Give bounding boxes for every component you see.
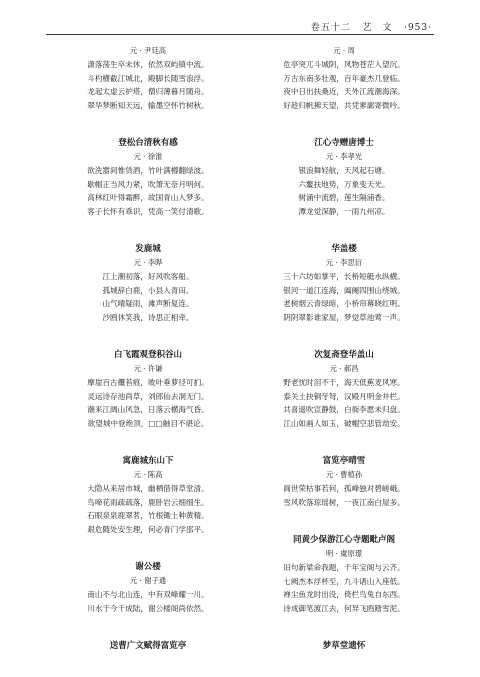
poem bbox=[60, 242, 236, 324]
poem-line: 大隐从来居市城，幽栖借得草堂清。 bbox=[87, 484, 209, 493]
poem-line: 雪风吹落琼瑶树，一夜江南白屋多。 bbox=[283, 497, 405, 507]
poem-line: 潮来江阔山风急，日落云横海气昏。 bbox=[87, 405, 209, 414]
poem-title: 谢公楼 bbox=[135, 562, 161, 572]
poem-line: 潭龙觉深静，一雨九州凉。 bbox=[298, 206, 390, 216]
poem bbox=[60, 454, 236, 536]
poem-line: 欲望城中登绝顶，□□触目不堪论。 bbox=[87, 418, 209, 428]
poem-author: 元 · 曹植孙 bbox=[325, 470, 363, 479]
poem-line: 石眼泉泉鹿翠茗，竹根锄土种黄精。 bbox=[87, 511, 209, 520]
poem-line: 夜中日出扶桑近，天外江流潮海深。 bbox=[283, 87, 405, 96]
poem-line: 高林红叶得霜醉，故国青山入梦多。 bbox=[87, 193, 209, 202]
poem-line: 阆世荣枯事若何，孤峰独对碧嵯峨。 bbox=[283, 484, 405, 493]
poem-line: 旧句新梁命我题，千年宝阁与云齐。 bbox=[283, 563, 405, 572]
poem-title: 登松台清秋有感 bbox=[118, 138, 178, 148]
poem-title: 同黄少保游江心寺题毗卢阁 bbox=[292, 535, 395, 545]
poem-line: 阴阴翠影谁家屋，梦觉草池莺一声。 bbox=[283, 312, 405, 322]
poem-line: 老树烟云青绿暗，小桥帘幕晓红明。 bbox=[283, 299, 405, 308]
poem bbox=[60, 44, 236, 112]
poem-line: 泰关土抉铜牙弩，汉殿月明金井栏。 bbox=[283, 391, 405, 401]
poem-line: 禅尘鱼龙时出没，倚栏鸟兔自东西。 bbox=[283, 590, 405, 599]
poem bbox=[256, 44, 432, 112]
poem-author: 元 · 徐淮 bbox=[133, 152, 163, 161]
poem bbox=[256, 533, 432, 615]
poem-line: 斗杓横截江城北，殿脚长随雪浪浮。 bbox=[87, 73, 209, 83]
poem-line: 树涌中流碧，莲生隔浦香。 bbox=[298, 193, 390, 202]
poem-line: 七阙杰本浮杯至，九斗诸山入座低。 bbox=[283, 576, 405, 586]
poem-line: 摩崖百古纜苔痕，败叶垂萝径可扪。 bbox=[87, 378, 209, 387]
poem-line: 龙起太虚云护塔，僧归薄暮月随舟。 bbox=[87, 87, 209, 96]
poem-title: 梦草堂遗怀 bbox=[322, 641, 366, 651]
poem-title: 白飞霞观登积谷山 bbox=[113, 350, 182, 360]
poem-line: 潇落荡生卒未休，依然双屿镇中流。 bbox=[87, 60, 209, 69]
poem-author: 元 · 李思衍 bbox=[325, 258, 363, 267]
poem-line: 灵运诗存池尚草，刘郎仙去洞无门。 bbox=[87, 391, 209, 401]
poem-title: 次复斋登华盖山 bbox=[314, 350, 374, 360]
poem-line: 歇帽正当风力紧，吹箫无奈月明何。 bbox=[87, 179, 209, 189]
poem-line: 好趁归帆拂天望，共凭寥廓寄微吟。 bbox=[283, 100, 405, 110]
poem-author: 元 · 许谦 bbox=[133, 364, 163, 373]
poem bbox=[256, 348, 432, 430]
poem-line: 诗成御笔渡江去，何异飞鸥踏雪泥。 bbox=[283, 603, 405, 613]
poem-line: 艰危随处安生理，何必青门学邵平。 bbox=[87, 524, 209, 534]
poem-line: 沙鸥休笑我，诗思正相牵。 bbox=[102, 312, 194, 322]
poem-title: 送曹广文赋得富览亭 bbox=[109, 641, 187, 651]
poem-line: 江山如画人如玉，破帽空悲管劫安。 bbox=[283, 418, 405, 428]
poem-title: 富览亭晴雪 bbox=[322, 456, 366, 466]
poem-author: 元 · 尹廷高 bbox=[129, 46, 167, 55]
poem-line: 六鳌扶地势，万象变天光。 bbox=[298, 179, 390, 189]
poem-title: 华盖楼 bbox=[331, 244, 357, 254]
page-number: ·953· bbox=[404, 23, 432, 33]
poem bbox=[256, 454, 432, 509]
poem bbox=[256, 136, 432, 218]
poem-line: 山气晴疑雨，滩声断复连。 bbox=[102, 299, 194, 308]
poem-line: 三十六坊如掌平，长桥短艇水纵横。 bbox=[283, 272, 405, 281]
poem-line: 南山不与北山连，中有双峰耀一川。 bbox=[87, 590, 209, 599]
poem-line: 共喜遥吹宣静鼓，白衙李愿未归盘。 bbox=[283, 405, 405, 414]
poem bbox=[60, 136, 236, 218]
poem bbox=[60, 348, 236, 430]
volume-number: 卷五十二 bbox=[310, 23, 351, 33]
poem-author: 明 · 虞原璟 bbox=[325, 549, 363, 558]
poem bbox=[60, 560, 236, 615]
poem bbox=[256, 242, 432, 324]
poem-line: 鸟啼花雨疏疏落，鹿卧岩云细细生。 bbox=[87, 497, 209, 507]
poem-line: 翠华梦断知天远，输墨空怀竹树秋。 bbox=[87, 100, 209, 110]
section-name: 艺 文 bbox=[362, 23, 393, 33]
poem-line: 客子长怀有乖识，凭高一笑付清歌。 bbox=[87, 206, 209, 216]
poem-line: 江上潮初落，好风吹客船。 bbox=[102, 272, 194, 281]
poem-line: 欲洗嚣间惟赁酒，竹叶满樽翻绿波。 bbox=[87, 166, 209, 175]
poem-title: 发鹿城 bbox=[135, 244, 161, 254]
left-column bbox=[60, 44, 236, 677]
poem-author: 元 · 周 bbox=[333, 46, 355, 55]
poem-line: 孤城辞白鹿，小县入青田。 bbox=[102, 285, 194, 295]
poem-author: 元 · 李孝光 bbox=[325, 152, 363, 161]
poem-author: 元 · 谢子通 bbox=[129, 576, 167, 585]
right-column bbox=[256, 44, 432, 677]
header-rule bbox=[46, 34, 434, 35]
running-header bbox=[311, 20, 432, 33]
poem-title: 寓鹿城东山下 bbox=[122, 456, 174, 466]
poem-author: 元 · 郝昌 bbox=[329, 364, 359, 373]
poem-author: 元 · 陈高 bbox=[133, 470, 163, 479]
poem-line: 野老忧时泪不干，海天低蕉麦风寒。 bbox=[283, 378, 405, 387]
poem-title: 江心寺赠唐博士 bbox=[314, 138, 374, 148]
poem-line: 银河一道江连海，阖阓四围山绕城。 bbox=[283, 285, 405, 295]
poem-line: 万古东南多壮观，百年豪杰几登临。 bbox=[283, 73, 405, 83]
poem-line: 银浪舞轻航，天风起石塘。 bbox=[298, 166, 390, 175]
poem-line: 川水于今千成陆，谢公楼阁尚依然。 bbox=[87, 603, 209, 613]
poem-line: 危亭突兀斗城阴，风物苍茫入望沉。 bbox=[283, 60, 405, 69]
poem-author: 元 · 李晔 bbox=[133, 258, 163, 267]
